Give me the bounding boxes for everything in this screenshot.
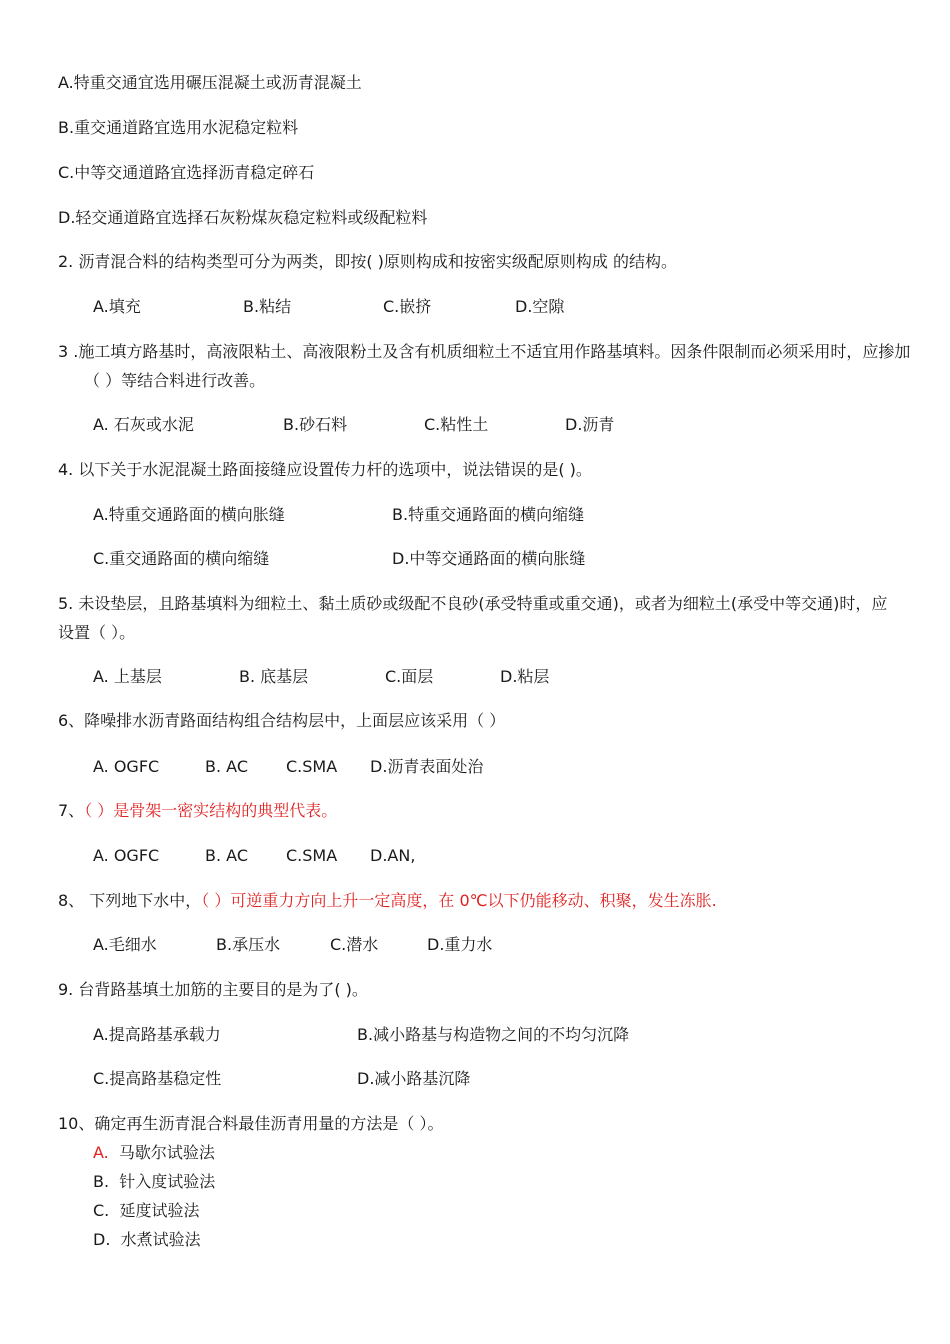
intro-option-c: C.中等交通道路宜选择沥青稳定碎石 [58, 163, 315, 182]
intro-option-a: A.特重交通宜选用碾压混凝土或沥青混凝土 [58, 73, 362, 92]
q5-option-a: A. 上基层 [93, 667, 162, 686]
q9-option-b: B.减小路基与构造物之间的不均匀沉降 [357, 1025, 630, 1044]
q4-option-a: A.特重交通路面的横向胀缝 [93, 505, 285, 524]
q7-option-d: D.AN, [370, 846, 416, 865]
q2-option-a: A.填充 [93, 297, 141, 316]
q2-option-c: C.嵌挤 [383, 297, 432, 316]
q9-text: 9. 台背路基填土加筋的主要目的是为了( )。 [58, 980, 368, 999]
q10-option-a-letter: A. [93, 1143, 109, 1162]
q10-option-c-letter: C. [93, 1201, 110, 1220]
q7-option-c: C.SMA [286, 846, 338, 865]
q6-option-a: A. OGFC [93, 757, 160, 776]
q4-option-c: C.重交通路面的横向缩缝 [93, 549, 270, 568]
q5-option-d: D.粘层 [500, 667, 550, 686]
q7-line [58, 801, 337, 821]
q9-option-a: A.提高路基承载力 [93, 1025, 221, 1044]
q4-text: 4. 以下关于水泥混凝土路面接缝应设置传力杆的选项中，说法错误的是( )。 [58, 460, 592, 479]
q6-option-d: D.沥青表面处治 [370, 757, 484, 776]
q7-option-b: B. AC [205, 846, 248, 865]
q2-option-d: D.空隙 [515, 297, 565, 316]
q10-option-c-label: 延度试验法 [119, 1201, 200, 1220]
q4-option-d: D.中等交通路面的横向胀缝 [392, 549, 586, 568]
q10-option-a [93, 1143, 215, 1163]
q10-option-a-label: 马歇尔试验法 [118, 1143, 215, 1162]
q10-text: 10、确定再生沥青混合料最佳沥青用量的方法是（ ）。 [58, 1114, 444, 1133]
q9-option-c: C.提高路基稳定性 [93, 1069, 222, 1088]
intro-option-d: D.轻交通道路宜选择石灰粉煤灰稳定粒料或级配粒料 [58, 208, 428, 227]
q6-text: 6、降噪排水沥青路面结构组合结构层中，上面层应该采用（ ） [58, 711, 506, 730]
q3-option-b: B.砂石料 [283, 415, 348, 434]
q10-option-c [93, 1201, 199, 1221]
q8-text: （ ）可逆重力方向上升一定高度，在 0℃以下仍能移动、积聚，发生冻胀. [201, 891, 717, 910]
intro-option-b: B.重交通道路宜选用水泥稳定粒料 [58, 118, 299, 137]
q5-option-c: C.面层 [385, 667, 434, 686]
q8-number: 8、 下列地下水中， [58, 891, 202, 910]
q8-line [58, 891, 717, 911]
q10-option-b [93, 1172, 215, 1192]
q8-option-d: D.重力水 [427, 935, 493, 954]
q7-text: （ ）是骨架一密实结构的典型代表。 [84, 801, 338, 820]
q3-option-a: A. 石灰或水泥 [93, 415, 194, 434]
q10-option-d-letter: D. [93, 1230, 111, 1249]
q2-option-b: B.粘结 [243, 297, 292, 316]
q8-option-b: B.承压水 [216, 935, 281, 954]
q10-option-b-letter: B. [93, 1172, 110, 1191]
q6-option-c: C.SMA [286, 757, 338, 776]
q2-text: 2. 沥青混合料的结构类型可分为两类，即按( )原则构成和按密实级配原则构成 的结构。 [58, 252, 678, 271]
q10-option-d [93, 1230, 201, 1250]
q3-text: 3 .施工填方路基时，高液限粘土、高液限粉土及含有机质细粒土不适宜用作路基填料。因条件限制而必须采用时，应掺加（ ）等结合料进行改善。 [58, 342, 911, 390]
q10-option-b-label: 针入度试验法 [119, 1172, 216, 1191]
q7-number: 7、 [58, 801, 85, 820]
q5-option-b: B. 底基层 [239, 667, 309, 686]
q10-option-d-label: 水煮试验法 [120, 1230, 201, 1249]
q3-option-d: D.沥青 [565, 415, 615, 434]
q4-option-b: B.特重交通路面的横向缩缝 [392, 505, 585, 524]
q7-option-a: A. OGFC [93, 846, 160, 865]
q8-option-c: C.潜水 [330, 935, 379, 954]
q6-option-b: B. AC [205, 757, 248, 776]
q3-option-c: C.粘性土 [424, 415, 489, 434]
q8-option-a: A.毛细水 [93, 935, 157, 954]
q9-option-d: D.减小路基沉降 [357, 1069, 471, 1088]
q5-text: 5. 未设垫层，且路基填料为细粒土、黏土质砂或级配不良砂(承受特重或重交通)，或者为细粒土(承受中等交通)时，应设置（ ）。 [58, 594, 888, 642]
